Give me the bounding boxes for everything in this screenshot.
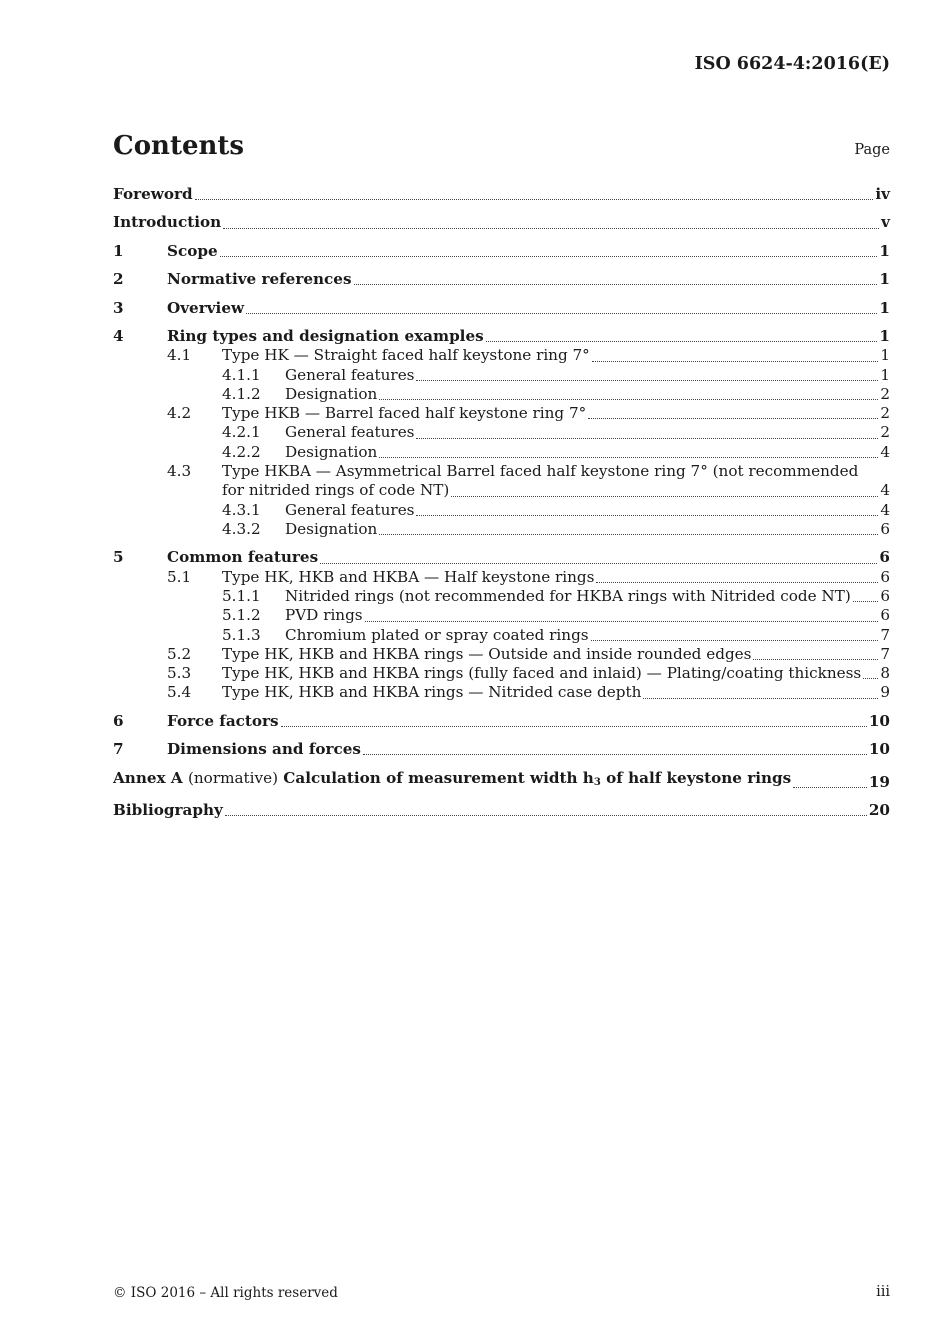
- annex-title-subscript: 3: [593, 776, 601, 788]
- toc-number: 4.2.1: [222, 423, 261, 442]
- dot-leader: [793, 787, 867, 788]
- dot-leader: [451, 496, 878, 497]
- footer-copyright: © ISO 2016 – All rights reserved: [113, 1285, 338, 1301]
- toc-title: Foreword: [113, 185, 193, 203]
- toc-title: Dimensions and forces: [167, 740, 361, 759]
- toc-page: 1: [879, 298, 890, 317]
- toc-title: Bibliography: [113, 800, 223, 819]
- toc-entry-5-1[interactable]: [113, 568, 890, 587]
- toc-page: 6: [880, 519, 890, 538]
- dot-leader: [416, 515, 878, 516]
- dot-leader: [225, 815, 867, 816]
- toc-page: 10: [868, 740, 890, 759]
- toc-number: 4: [113, 326, 124, 345]
- toc-page: 6: [880, 586, 890, 605]
- dot-leader: [220, 256, 878, 257]
- toc-page: 10: [868, 711, 890, 730]
- dot-leader: [320, 563, 877, 564]
- toc-page: 6: [879, 548, 890, 567]
- annex-label: Annex A: [113, 768, 183, 787]
- toc-number: 4.3.1: [222, 500, 261, 519]
- dot-leader: [853, 601, 879, 602]
- toc-number: 4.2.2: [222, 442, 261, 461]
- toc-page: 7: [880, 644, 890, 663]
- page-title: Contents: [113, 131, 245, 161]
- dot-leader: [753, 659, 878, 660]
- toc-entry-4-2-2[interactable]: [113, 443, 890, 462]
- toc-entry-5[interactable]: [113, 548, 890, 567]
- toc-title: Type HK, HKB and HKBA rings (fully faced and inlaid) — Plating/coating thickness: [222, 664, 862, 683]
- toc-page: iv: [875, 185, 890, 203]
- dot-leader: [281, 726, 867, 727]
- toc-title: PVD rings: [285, 606, 363, 625]
- toc-entry-annex-a[interactable]: [113, 769, 890, 792]
- toc-page: 1: [879, 241, 890, 260]
- toc-title: Type HK, HKB and HKBA rings — Nitrided case depth: [222, 683, 642, 702]
- toc-title: General features: [285, 365, 415, 384]
- toc-page: 19: [868, 772, 890, 791]
- toc-entry-4-2[interactable]: [113, 404, 890, 423]
- toc-number: 4.3.2: [222, 519, 261, 538]
- toc-number: 3: [113, 298, 124, 317]
- toc-number: 4.2: [167, 404, 192, 423]
- toc-entry-5-1-3[interactable]: [113, 626, 890, 645]
- toc-entry-4-1[interactable]: [113, 346, 890, 365]
- toc-entry-1[interactable]: [113, 242, 890, 261]
- toc-entry-4-1-2[interactable]: [113, 385, 890, 404]
- toc-entry-5-1-2[interactable]: [113, 606, 890, 625]
- dot-leader: [195, 199, 874, 200]
- toc-entry-6[interactable]: [113, 712, 890, 731]
- toc-title: Type HK, HKB and HKBA — Half keystone rings: [222, 567, 595, 586]
- toc-number: 7: [113, 740, 124, 759]
- toc-entry-5-1-1[interactable]: [113, 587, 890, 606]
- annex-title-rest: of half keystone rings: [600, 768, 792, 787]
- toc-page: 6: [880, 606, 890, 625]
- toc-entry-3[interactable]: [113, 299, 890, 318]
- toc-page: 4: [880, 442, 890, 461]
- dot-leader: [486, 341, 878, 342]
- toc-page: 20: [868, 800, 890, 819]
- toc-entry-introduction[interactable]: [113, 213, 890, 232]
- toc-title: Scope: [167, 241, 218, 260]
- toc-entry-5-4[interactable]: [113, 683, 890, 702]
- page-column-label: Page: [854, 142, 890, 158]
- toc-entry-5-3[interactable]: [113, 664, 890, 683]
- toc-entry-4-3-1[interactable]: [113, 501, 890, 520]
- toc-title: General features: [285, 423, 415, 442]
- toc-title-line-2: for nitrided rings of code NT): [222, 481, 450, 500]
- dot-leader: [363, 754, 867, 755]
- toc-number: 4.1: [167, 346, 192, 365]
- toc-entry-foreword[interactable]: [113, 185, 890, 204]
- toc-entry-7[interactable]: [113, 740, 890, 759]
- toc-title: Type HK, HKB and HKBA rings — Outside and inside rounded edges: [222, 644, 752, 663]
- toc-title: Introduction: [113, 213, 222, 232]
- toc-title: Ring types and designation examples: [167, 326, 484, 345]
- toc-entry-2[interactable]: [113, 270, 890, 289]
- toc-title: Chromium plated or spray coated rings: [285, 625, 589, 644]
- toc-title: Designation: [285, 384, 378, 403]
- dot-leader: [592, 361, 879, 362]
- toc-page: 2: [880, 423, 890, 442]
- dot-leader: [863, 678, 878, 679]
- footer-page-number: iii: [876, 1284, 890, 1300]
- toc-entry-4-3[interactable]: [113, 462, 890, 501]
- toc-title: Common features: [167, 548, 319, 567]
- toc-title: Designation: [285, 519, 378, 538]
- toc-title: Type HK — Straight faced half keystone ring 7°: [222, 346, 590, 365]
- dot-leader: [246, 313, 877, 314]
- toc-number: 5.1.2: [222, 606, 261, 625]
- toc-page: 9: [880, 683, 890, 702]
- toc-entry-bibliography[interactable]: [113, 801, 890, 820]
- toc-page: 8: [880, 664, 890, 683]
- toc-title: General features: [285, 500, 415, 519]
- document-id: ISO 6624-4:2016(E): [694, 54, 890, 74]
- toc-page: 2: [880, 404, 890, 423]
- toc-number: 5.1.3: [222, 625, 261, 644]
- toc-number: 4.1.2: [222, 384, 261, 403]
- toc-entry-4-1-1[interactable]: [113, 366, 890, 385]
- toc-page: v: [881, 213, 890, 232]
- annex-qualifier: (normative): [187, 768, 278, 787]
- toc-number: 2: [113, 270, 124, 289]
- toc-title: Overview: [167, 298, 245, 317]
- dot-leader: [416, 438, 878, 439]
- toc-page: 1: [879, 326, 890, 345]
- toc-entry-4-3-2[interactable]: [113, 520, 890, 539]
- toc-page: 7: [880, 625, 890, 644]
- toc-number: 5.3: [167, 664, 192, 683]
- toc-title: Normative references: [167, 270, 352, 289]
- toc-title: Designation: [285, 442, 378, 461]
- toc-title: Force factors: [167, 711, 279, 730]
- dot-leader: [416, 380, 878, 381]
- toc-number: 4.3: [167, 462, 192, 481]
- dot-leader: [379, 399, 878, 400]
- dot-leader: [588, 418, 878, 419]
- dot-leader: [223, 228, 879, 229]
- toc-entry-4-2-1[interactable]: [113, 423, 890, 442]
- toc-entry-5-2[interactable]: [113, 645, 890, 664]
- dot-leader: [596, 582, 878, 583]
- toc-number: 5.2: [167, 644, 192, 663]
- toc-page: 1: [880, 365, 890, 384]
- toc-number: 5: [113, 548, 124, 567]
- toc-number: 4.1.1: [222, 365, 261, 384]
- toc-number: 5.1: [167, 567, 192, 586]
- toc-page: 4: [880, 500, 890, 519]
- toc-title-line-1: Type HKBA — Asymmetrical Barrel faced half keystone ring 7° (not recommended: [222, 462, 859, 481]
- dot-leader: [591, 640, 879, 641]
- toc-page: 2: [880, 384, 890, 403]
- dot-leader: [379, 457, 878, 458]
- toc-number: 1: [113, 241, 124, 260]
- toc-title: Nitrided rings (not recommended for HKBA rings with Nitrided code NT): [285, 586, 851, 605]
- annex-title: Calculation of measurement width h: [283, 768, 594, 787]
- dot-leader: [354, 284, 878, 285]
- toc-page: 1: [879, 270, 890, 289]
- toc-page: 4: [880, 481, 890, 500]
- toc-entry-4[interactable]: [113, 327, 890, 346]
- toc-page: 1: [880, 346, 890, 365]
- table-of-contents: [113, 185, 890, 820]
- dot-leader: [379, 534, 878, 535]
- dot-leader: [643, 698, 878, 699]
- toc-number: 6: [113, 711, 124, 730]
- dot-leader: [365, 621, 879, 622]
- toc-number: 5.4: [167, 683, 192, 702]
- toc-title: Type HKB — Barrel faced half keystone ring 7°: [222, 404, 587, 423]
- toc-number: 5.1.1: [222, 586, 261, 605]
- toc-page: 6: [880, 567, 890, 586]
